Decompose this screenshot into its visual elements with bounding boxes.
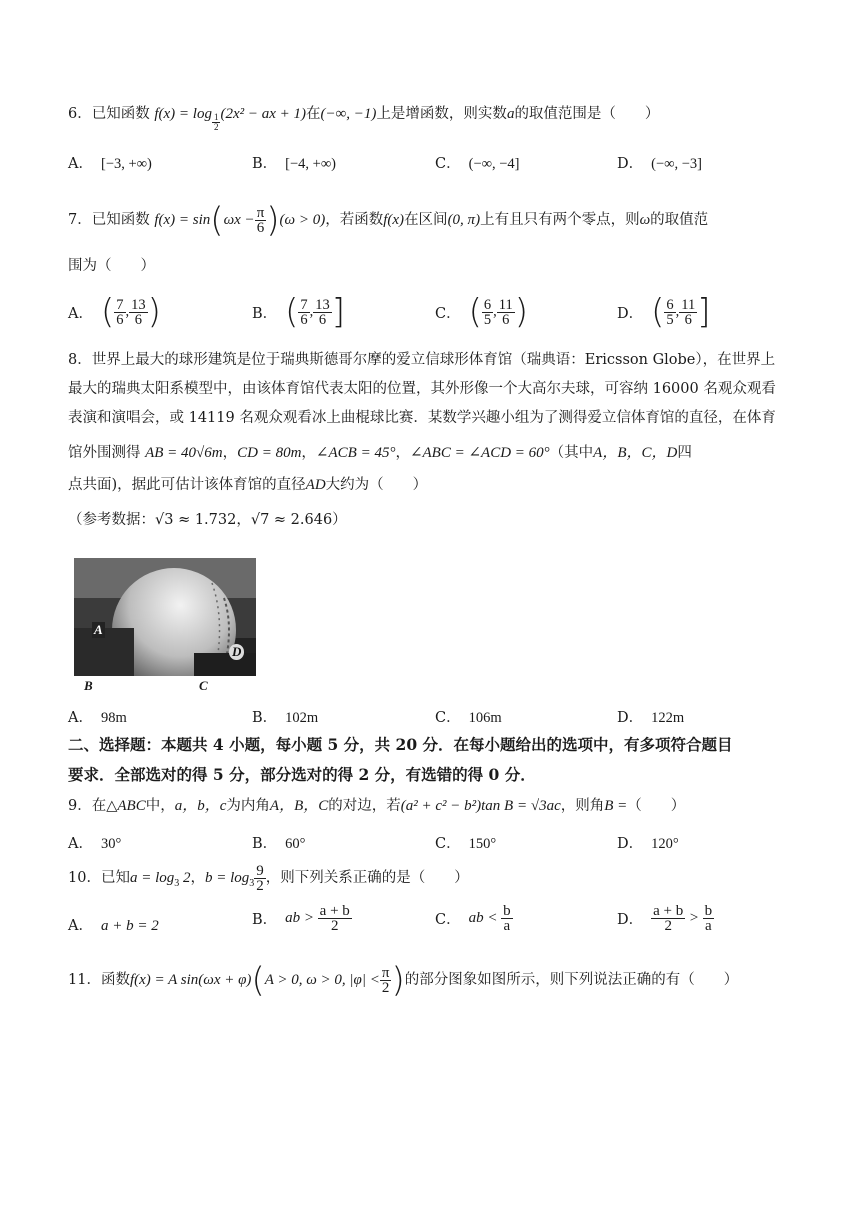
q6-option-d[interactable]: D． (−∞, −3] — [617, 156, 702, 172]
q7-tail: 的取值范 — [650, 211, 709, 228]
q7-line2: 围为（ ） — [68, 258, 155, 274]
q6-number: 6． — [68, 106, 92, 122]
q10-option-a[interactable]: A． a + b = 2 — [68, 918, 159, 934]
q6-mid: 在 — [306, 106, 321, 122]
q8-reference: （参考数据：√3 ≈ 1.732，√7 ≈ 2.646） — [68, 512, 347, 528]
q10-option-c[interactable]: C． ab < $\frac{b}{a}$ — [435, 903, 511, 934]
q6-post: 上是增函数，则实数 — [376, 106, 507, 122]
photo-label-b: B — [84, 678, 93, 693]
q7-fx: f(x) — [383, 211, 405, 228]
q7-number: 7． — [68, 211, 92, 228]
globe-photo — [74, 558, 256, 676]
q8-line3: 表演和演唱会，或 14119 名观众观看冰上曲棍球比赛．某数学兴趣小组为了测得爱立信体育馆的直径，在体育 — [68, 410, 776, 426]
q6-option-b[interactable]: B． [−4, +∞) — [252, 156, 337, 172]
q6-option-c[interactable]: C． (−∞, −4] — [435, 156, 520, 172]
q7-post: 上有且只有两个零点，则 — [480, 211, 640, 228]
question-10: 10．已知$a = \log_3 2$，$b = \log_3$ $\frac{9}{2}$ ，则下列关系正确的是（ ） — [68, 863, 469, 894]
question-8 — [68, 346, 793, 535]
q8-line5: 点共面)，据此可估计该体育馆的直径AD大约为（ ） — [68, 477, 428, 493]
q7-interval: (0, π) — [447, 211, 481, 228]
q6-function: f(x) = log $\frac{1}{2}$ (2x² − ax + 1) — [154, 106, 306, 132]
photo-label-c: C — [199, 678, 208, 693]
q10-option-b[interactable]: B． ab > $\frac{a + b}{2}$ — [252, 903, 350, 934]
section-2-heading: 二、选择题：本题共 4 小题，每小题 5 分，共 20 分．在每小题给出的选项中，有多项符合题目 要求．全部选对的得 5 分，部分选对的得 2 分，有选错的得 0 分． — [68, 735, 733, 784]
q7-option-a[interactable]: A． ( $\frac{7}{6}$ , $\frac{13}{6}$ ) — [68, 292, 161, 332]
question-11: 11．函数f(x) = A sin(ωx + φ)(A > 0, ω > 0, |φ| < $\frac{\pi}{2}$ )的部分图象如图所示，则下列说法正确的有（ ） — [68, 960, 739, 1001]
q6-option-a[interactable]: A． [−3, +∞) — [68, 156, 152, 172]
q8-option-d[interactable]: D． 122m — [617, 710, 685, 726]
q6-var: a — [506, 106, 515, 122]
q9-option-b[interactable]: B． 60° — [252, 836, 306, 852]
photo-label-a: A — [94, 622, 103, 637]
q7-mid: ，若函数 — [325, 211, 384, 228]
photo-label-d: D — [229, 644, 244, 660]
q7-option-b[interactable]: B． ( $\frac{7}{6}$ , $\frac{13}{6}$ ] — [252, 292, 346, 332]
q7-option-c[interactable]: C． ( $\frac{6}{5}$ , $\frac{11}{6}$ ) — [435, 292, 528, 332]
q8-line4: 馆外围测得 AB = 40√6m，CD = 80m，∠ACB = 45°，∠ABC = ∠ACD = 60°（其中A，B，C，D四 — [68, 445, 692, 461]
question-6 — [68, 104, 659, 132]
q7-option-d[interactable]: D． ( $\frac{6}{5}$ , $\frac{11}{6}$ ] — [617, 292, 711, 332]
q9-option-d[interactable]: D． 120° — [617, 836, 679, 852]
q7-function: f(x) = sin(ωx − $\frac{\pi}{6}$ )(ω > 0) — [154, 200, 326, 241]
q9-option-a[interactable]: A． 30° — [68, 836, 122, 852]
q9-option-c[interactable]: C． 150° — [435, 836, 497, 852]
question-9: 9．在△ABC中，a，b，c为内角A，B，C的对边，若(a² + c² − b²)tan B = √3ac，则角B =（ ） — [68, 798, 686, 814]
q7-pre: 已知函数 — [91, 211, 150, 228]
q8-line2: 最大的瑞典太阳系模型中，由该体育馆代表太阳的位置，其外形像一个大高尔夫球，可容纳 16000 名观众观看 — [68, 381, 776, 397]
q7-omega: ω — [639, 211, 651, 228]
question-7 — [68, 200, 709, 241]
q8-option-a[interactable]: A． 98m — [68, 710, 127, 726]
q6-pre: 已知函数 — [91, 106, 150, 122]
q8-option-c[interactable]: C． 106m — [435, 710, 502, 726]
q8-line1: 8．世界上最大的球形建筑是位于瑞典斯德哥尔摩的爱立信球形体育馆（瑞典语：Ericsson Globe），在世界上 — [68, 352, 776, 368]
q7-mid2: 在区间 — [404, 211, 448, 228]
q6-interval: (−∞, −1) — [320, 106, 377, 122]
q10-option-d[interactable]: D． $\frac{a + b}{2}$ > $\frac{b}{a}$ — [617, 903, 713, 934]
q8-option-b[interactable]: B． 102m — [252, 710, 319, 726]
q6-tail: 的取值范围是（ ） — [514, 106, 660, 122]
